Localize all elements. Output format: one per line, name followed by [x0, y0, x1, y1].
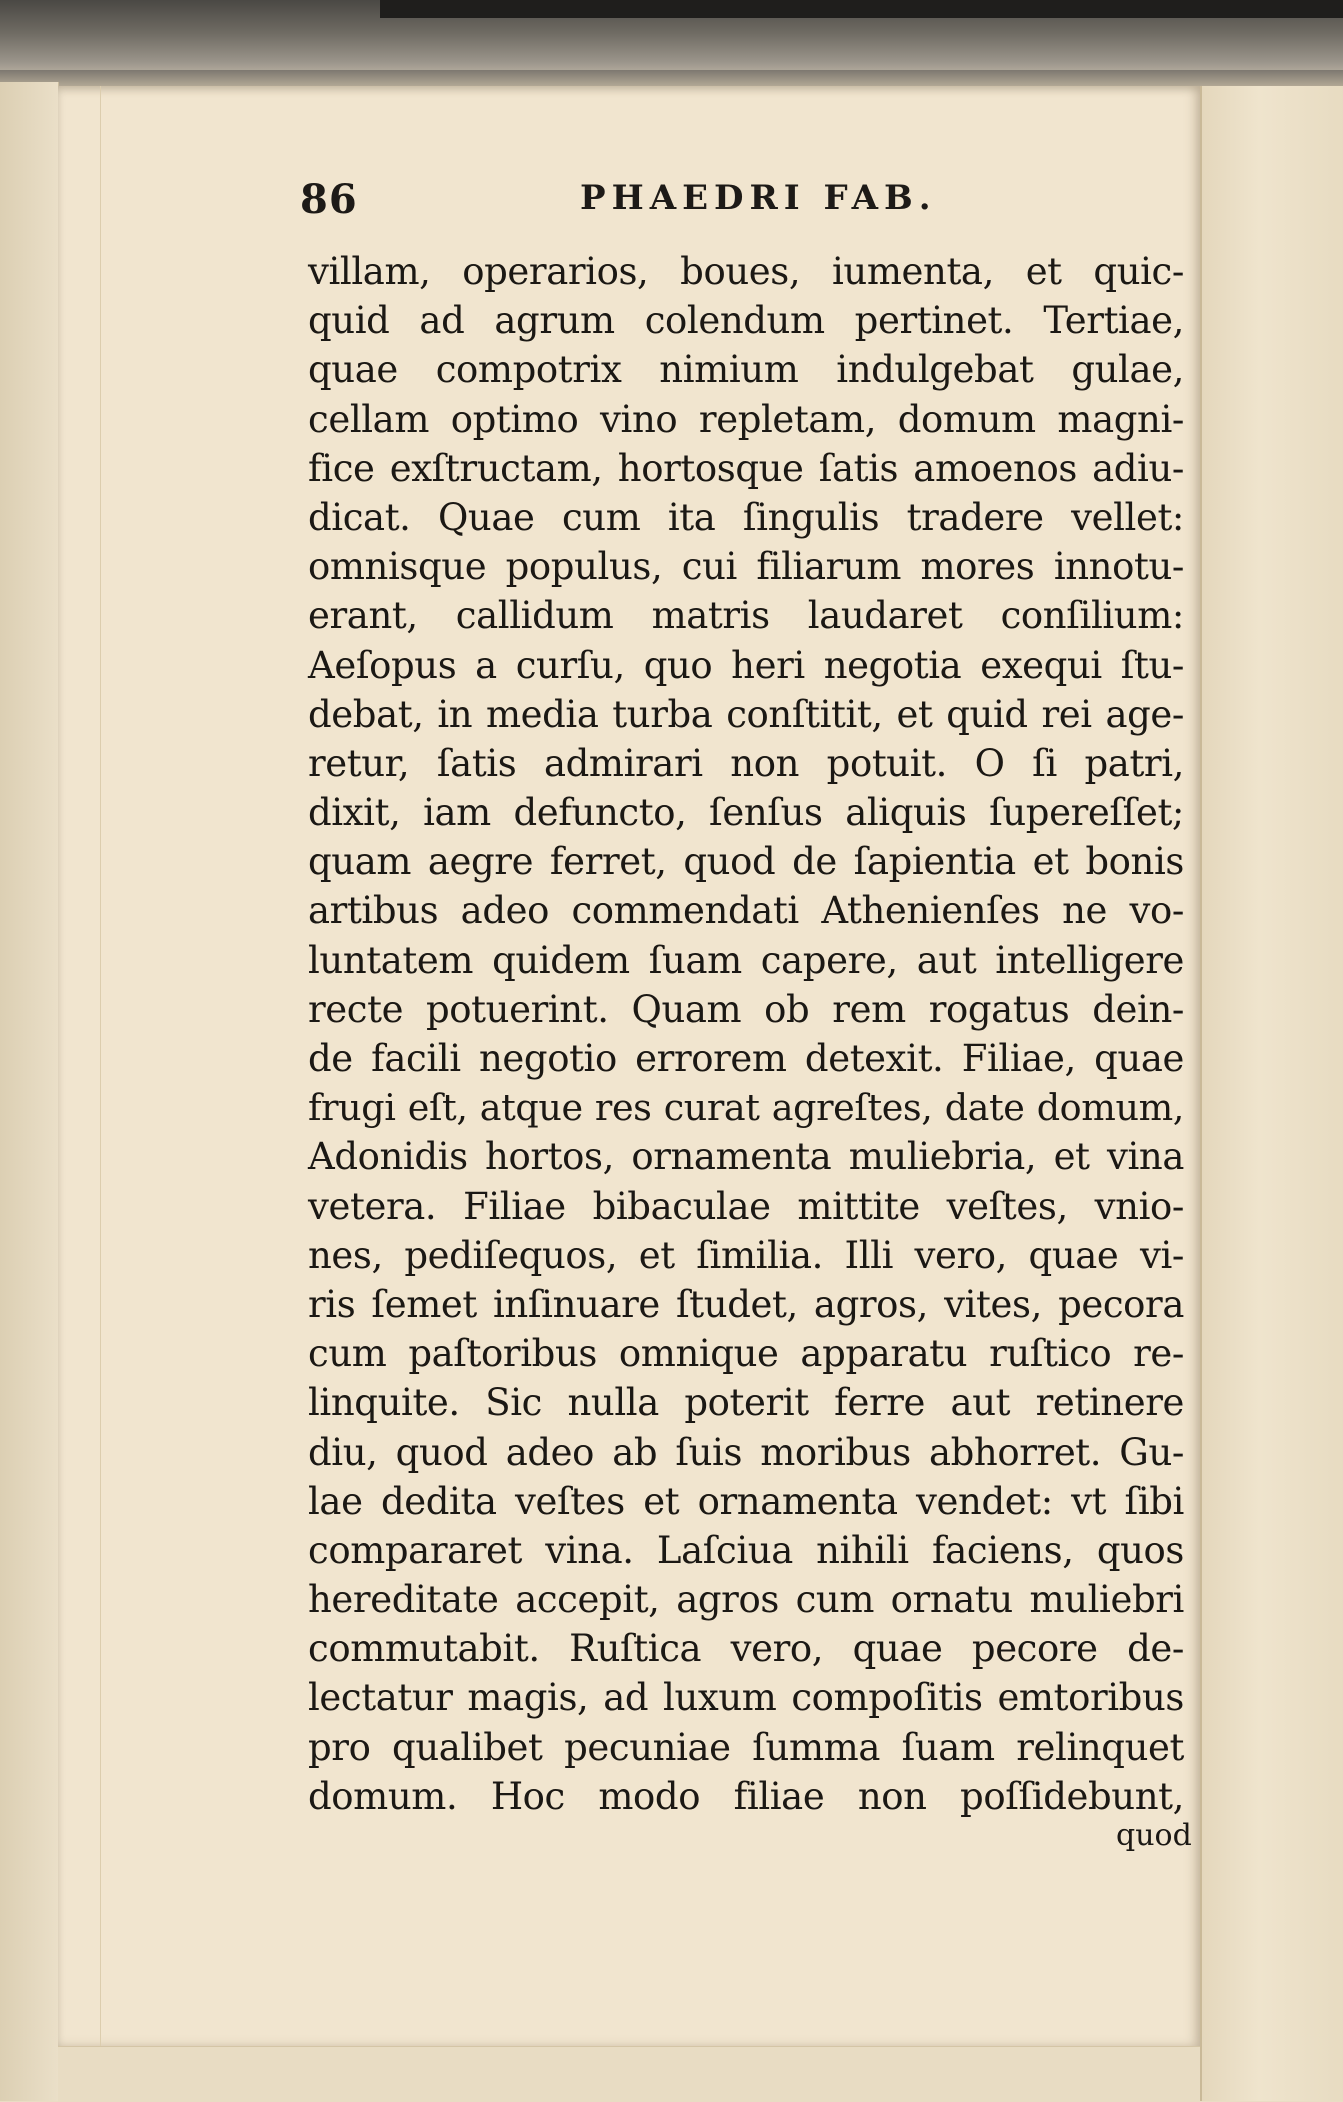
text-line: nes, pediſequos, et ſimilia. Illi vero, quae vi-	[308, 1233, 1184, 1277]
text-line: luntatem quidem ſuam capere, aut intelligere	[308, 938, 1184, 982]
text-line: vetera. Filiae bibaculae mittite veſtes, vnio-	[308, 1184, 1184, 1228]
text-line: quam aegre ferret, quod de ſapientia et bonis	[308, 840, 1184, 884]
text-line: cellam optimo vino repletam, domum magni-	[308, 397, 1184, 441]
text-line: quae compotrix nimium indulgebat gulae,	[308, 348, 1184, 392]
page-number: 86	[300, 176, 358, 223]
text-line: omnisque populus, cui filiarum mores innotu-	[308, 545, 1184, 589]
page-bottom-margin	[58, 2046, 1200, 2102]
text-line: recte potuerint. Quam ob rem rogatus dein-	[308, 987, 1184, 1031]
text-line: villam, operarios, boues, iumenta, et quic-	[308, 250, 1184, 293]
text-line: domum. Hoc modo filiae non poſſidebunt,	[308, 1774, 1184, 1818]
text-line: linquite. Sic nulla poterit ferre aut retinere	[308, 1381, 1184, 1425]
text-line: Aeſopus a curſu, quo heri negotia exequi ſtu-	[308, 643, 1184, 687]
right-page-edge	[1200, 86, 1343, 2101]
text-line: lae dedita veſtes et ornamenta vendet: vt ſibi	[308, 1479, 1184, 1523]
text-line: dicat. Quae cum ita ſingulis tradere vellet:	[308, 495, 1184, 539]
text-line: artibus adeo commendati Athenienſes ne vo-	[308, 889, 1184, 933]
running-title: PHAEDRI FAB.	[580, 178, 937, 218]
text-line: compararet vina. Laſciua nihili faciens, quos	[308, 1528, 1184, 1572]
text-line: diu, quod adeo ab ſuis moribus abhorret. Gu-	[308, 1430, 1184, 1474]
text-line: de facili negotio errorem detexit. Filiae, quae	[308, 1037, 1184, 1080]
text-line: fice exſtructam, hortosque ſatis amoenos adiu-	[308, 446, 1184, 490]
text-line: lectatur magis, ad luxum compoſitis emtoribus	[308, 1676, 1184, 1720]
text-line: frugi eſt, atque res curat agreſtes, date domum,	[308, 1086, 1184, 1130]
text-line: commutabit. Ruſtica vero, quae pecore de-	[308, 1627, 1184, 1671]
text-line: hereditate accepit, agros cum ornatu muliebri	[308, 1578, 1184, 1622]
text-line: ris ſemet inſinuare ſtudet, agros, vites, pecora	[308, 1282, 1184, 1326]
text-line: Adonidis hortos, ornamenta muliebria, et vina	[308, 1135, 1184, 1179]
text-line: debat, in media turba conſtitit, et quid rei age-	[308, 692, 1184, 736]
text-line: cum paſtoribus omnique apparatu ruſtico re-	[308, 1332, 1184, 1376]
catchword: quod	[1116, 1818, 1192, 1853]
left-page-edge	[0, 82, 59, 2101]
text-line: retur, ſatis admirari non potuit. O ſi patri,	[308, 741, 1184, 785]
body-text	[308, 247, 1184, 1821]
text-line: dixit, iam defuncto, ſenſus aliquis ſupereſſet;	[308, 791, 1184, 835]
text-line: quid ad agrum colendum pertinet. Tertiae,	[308, 299, 1184, 343]
text-line: pro qualibet pecuniae ſumma ſuam relinquet	[308, 1725, 1184, 1769]
running-head	[300, 172, 960, 232]
text-line: erant, callidum matris laudaret conſilium:	[308, 594, 1184, 638]
scan-background-dark	[380, 0, 1343, 18]
